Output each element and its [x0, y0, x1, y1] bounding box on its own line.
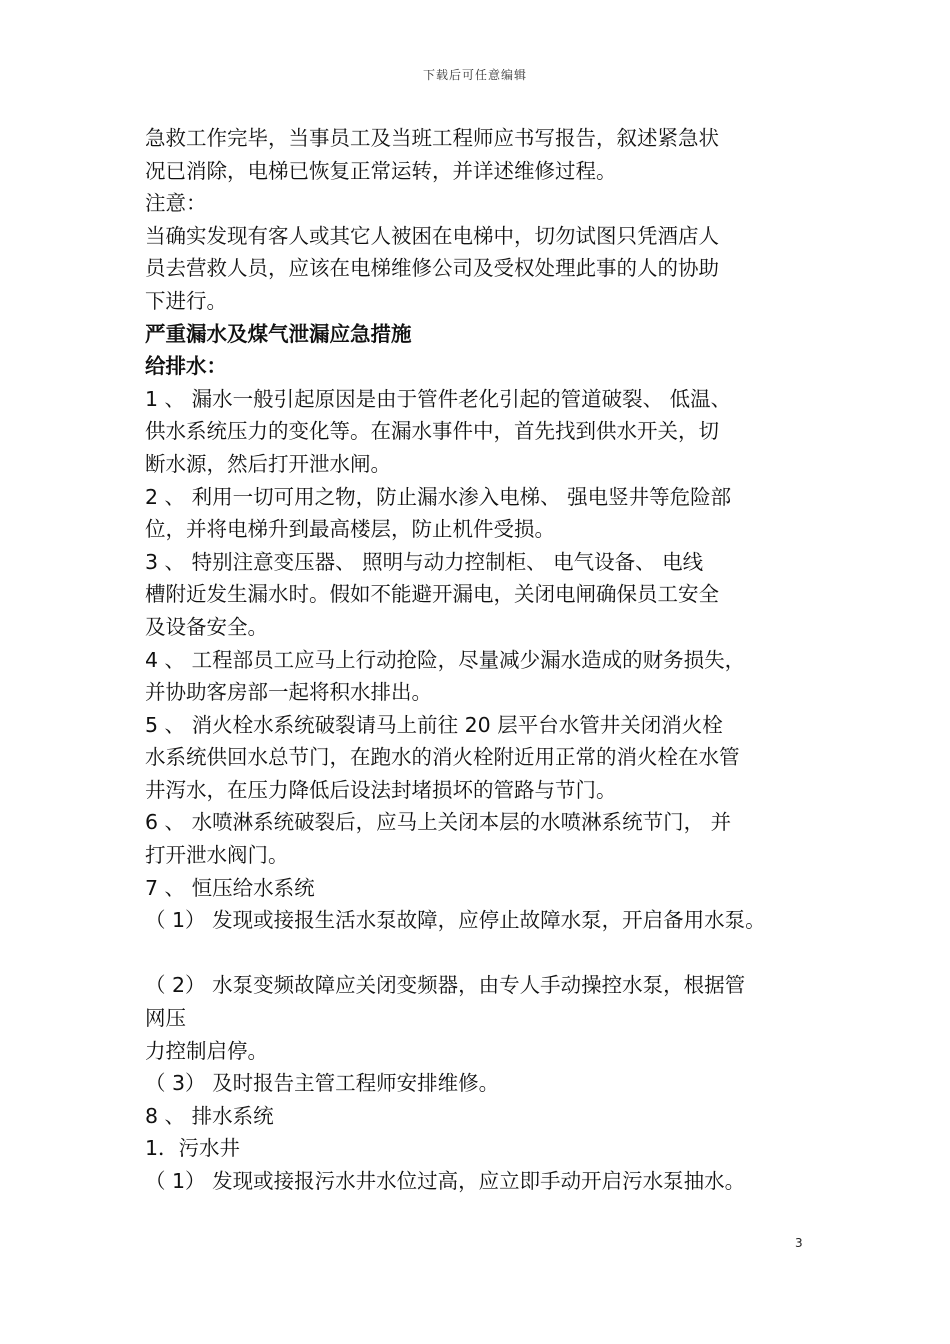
text-line: 位，并将电梯升到最高楼层，防止机件受损。 — [145, 517, 555, 542]
text-line: 2 、 利用一切可用之物，防止漏水渗入电梯、 强电竖井等危险部 — [145, 484, 732, 509]
text-line: 注意： — [145, 191, 207, 216]
text-line: 网压 — [145, 1006, 186, 1031]
text-line: 况已消除，电梯已恢复正常运转，并详述维修过程。 — [145, 158, 617, 183]
text-line: 8 、 排水系统 — [145, 1103, 274, 1128]
section-heading: 严重漏水及煤气泄漏应急措施 — [145, 321, 412, 346]
text-line: 并协助客房部一起将积水排出。 — [145, 680, 432, 705]
text-line: 5 、 消火栓水系统破裂请马上前往 20 层平台水管井关闭消火栓 — [145, 712, 723, 737]
text-line: 下进行。 — [145, 288, 227, 313]
text-line: （ 1） 发现或接报污水井水位过高，应立即手动开启污水泵抽水。 — [145, 1169, 746, 1193]
blank-line — [145, 937, 825, 970]
text-line: 1 、 漏水一般引起原因是由于管件老化引起的管道破裂、 低温、 — [145, 386, 732, 411]
text-line: 员去营救人员，应该在电梯维修公司及受权处理此事的人的协助 — [145, 256, 719, 281]
text-line: 急救工作完毕，当事员工及当班工程师应书写报告，叙述紧急状 — [145, 126, 719, 150]
text-line: 4 、 工程部员工应马上行动抢险，尽量减少漏水造成的财务损失， — [145, 647, 746, 672]
text-line: 水系统供回水总节门，在跑水的消火栓附近用正常的消火栓在水管 — [145, 745, 740, 770]
subsection-heading: 给排水： — [145, 354, 227, 379]
text-line: （ 2） 水泵变频故障应关闭变频器，由专人手动操控水泵，根据管 — [145, 973, 746, 998]
text-line: 供水系统压力的变化等。在漏水事件中，首先找到供水开关，切 — [145, 419, 719, 444]
text-line: 力控制启停。 — [145, 1038, 268, 1063]
header-note: 下载后可任意编辑 — [422, 68, 527, 82]
text-line: 断水源，然后打开泄水闸。 — [145, 451, 391, 476]
text-line: 当确实发现有客人或其它人被困在电梯中，切勿试图只凭酒店人 — [145, 223, 719, 248]
text-line: 槽附近发生漏水时。假如不能避开漏电，关闭电闸确保员工安全 — [145, 582, 719, 607]
document-body — [145, 122, 825, 1198]
text-line: 7 、 恒压给水系统 — [145, 875, 315, 900]
text-line: 井泻水，在压力降低后设法封堵损坏的管路与节门。 — [145, 777, 617, 802]
text-line: 3 、 特别注意变压器、 照明与动力控制柜、 电气设备、 电线 — [145, 549, 704, 574]
text-line: （ 1） 发现或接报生活水泵故障，应停止故障水泵，开启备用水泵。 — [145, 908, 766, 933]
page-number: 3 — [795, 1236, 803, 1250]
text-line: 打开泄水阀门。 — [145, 843, 289, 868]
text-line: （ 3） 及时报告主管工程师安排维修。 — [145, 1071, 500, 1096]
text-line: 6 、 水喷淋系统破裂后，应马上关闭本层的水喷淋系统节门， 并 — [145, 810, 732, 835]
text-line: 及设备安全。 — [145, 614, 268, 639]
text-line: 1．污水井 — [145, 1136, 241, 1161]
